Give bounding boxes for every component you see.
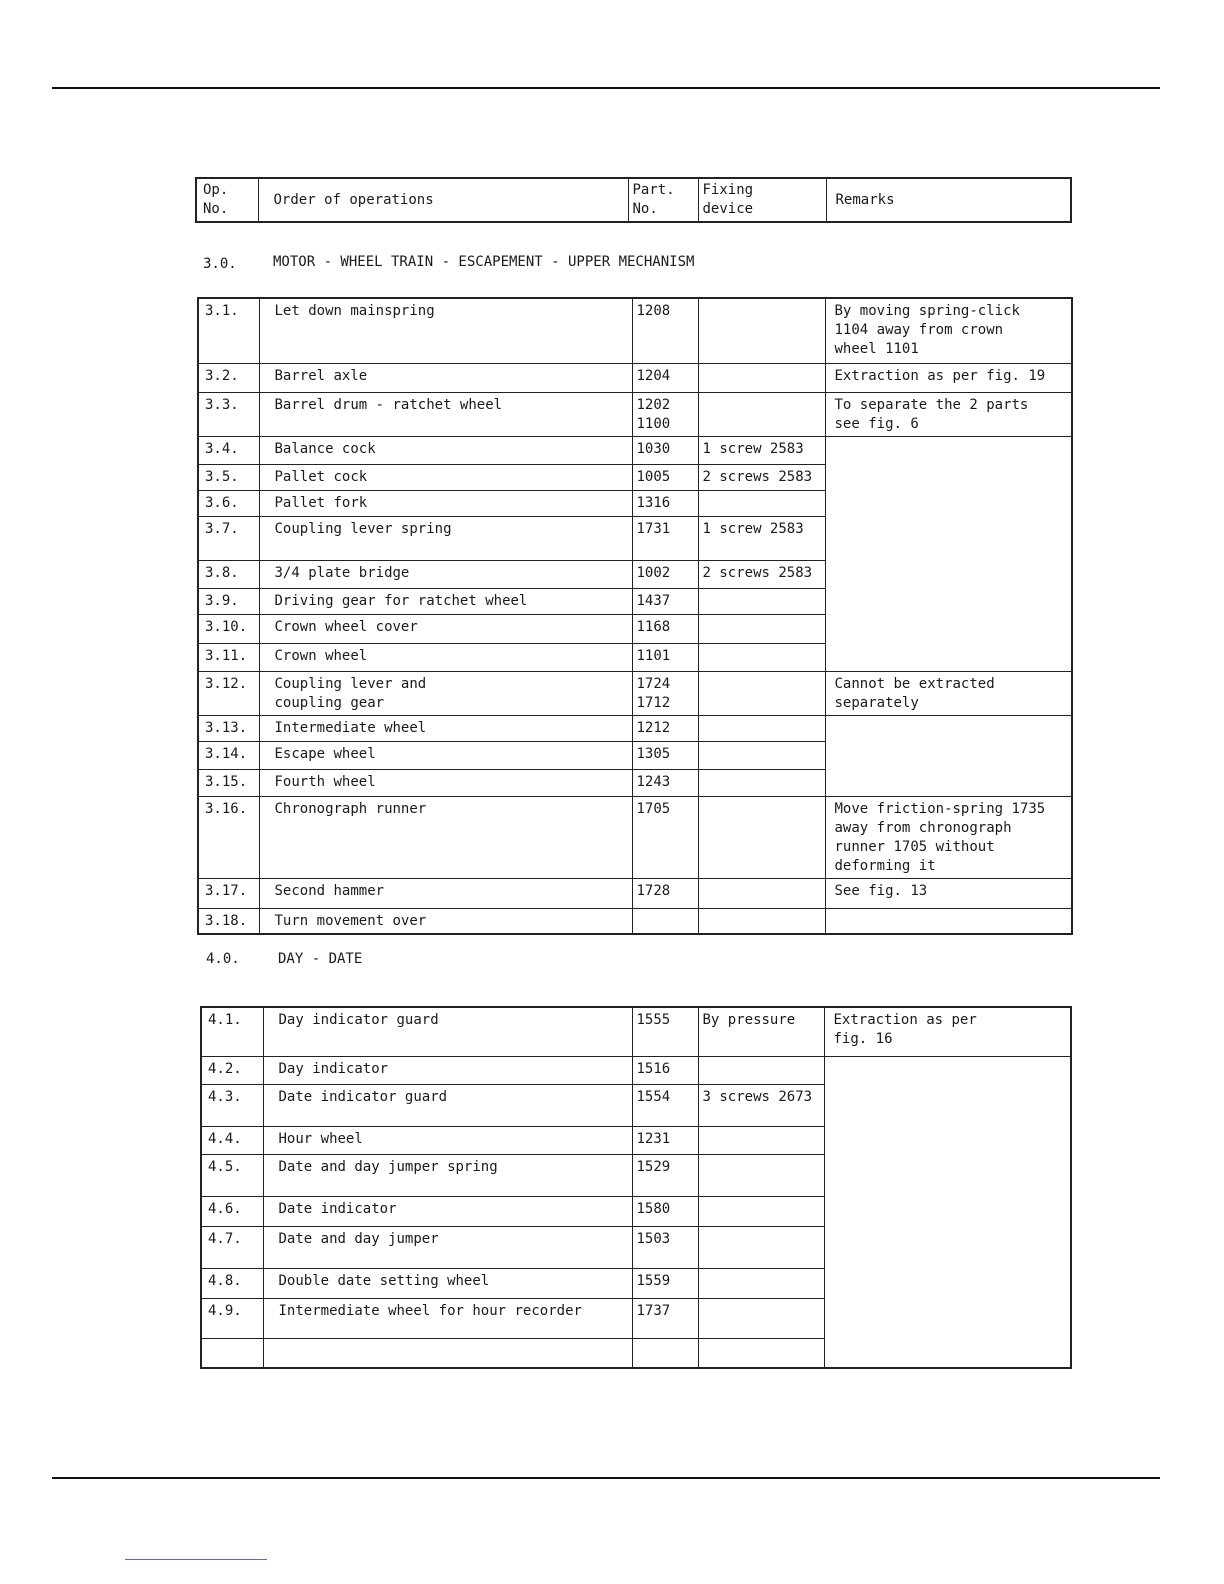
part-number-cell <box>632 1338 698 1368</box>
fixing-device-cell: 2 screws 2583 <box>698 464 825 490</box>
fixing-device-cell <box>698 1298 824 1338</box>
fixing-device-cell <box>698 614 825 643</box>
op-number-cell: 4.2. <box>201 1056 263 1084</box>
fixing-device-cell: 3 screws 2673 <box>698 1084 824 1126</box>
op-number-cell: 4.8. <box>201 1268 263 1298</box>
op-number-cell: 3.9. <box>198 588 259 614</box>
op-number-cell: 3.8. <box>198 560 259 588</box>
section-4-number: 4.0. <box>206 951 240 967</box>
fixing-device-cell: 2 screws 2583 <box>698 560 825 588</box>
operation-cell: Chronograph runner <box>259 796 632 878</box>
op-number-cell: 3.16. <box>198 796 259 878</box>
part-number-cell: 1503 <box>632 1226 698 1268</box>
part-number-cell: 1731 <box>632 516 698 560</box>
top-rule <box>52 87 1160 89</box>
header-order-of-operations: Order of operations <box>258 178 628 222</box>
header-remarks: Remarks <box>826 178 1071 222</box>
fixing-device-cell <box>698 588 825 614</box>
op-number-cell: 3.17. <box>198 878 259 908</box>
part-number-cell: 1737 <box>632 1298 698 1338</box>
op-number-cell: 4.5. <box>201 1154 263 1196</box>
op-number-cell: 3.15. <box>198 769 259 796</box>
fixing-device-cell <box>698 490 825 516</box>
part-number-cell: 1231 <box>632 1126 698 1154</box>
part-number-cell: 1208 <box>632 298 698 363</box>
section-3-title: MOTOR - WHEEL TRAIN - ESCAPEMENT - UPPER MECHANISM <box>273 254 695 270</box>
part-number-cell: 1529 <box>632 1154 698 1196</box>
fixing-device-cell <box>698 363 825 392</box>
fixing-device-cell <box>698 1196 824 1226</box>
column-header-table <box>195 177 1072 223</box>
part-number-cell: 1204 <box>632 363 698 392</box>
fixing-device-cell <box>698 392 825 436</box>
operation-cell: Turn movement over <box>259 908 632 934</box>
op-number-cell: 3.4. <box>198 436 259 464</box>
operation-cell: Day indicator <box>263 1056 632 1084</box>
operation-cell: Let down mainspring <box>259 298 632 363</box>
remarks-cell <box>824 1056 1071 1368</box>
table-row <box>198 715 1072 741</box>
operation-cell: Pallet fork <box>259 490 632 516</box>
bottom-rule <box>52 1477 1160 1479</box>
part-number-cell: 1705 <box>632 796 698 878</box>
part-number-cell: 1002 <box>632 560 698 588</box>
fixing-device-cell: 1 screw 2583 <box>698 516 825 560</box>
operation-cell: Pallet cock <box>259 464 632 490</box>
operation-cell: Double date setting wheel <box>263 1268 632 1298</box>
op-number-cell: 3.14. <box>198 741 259 769</box>
header-part-no: Part. No. <box>628 178 698 222</box>
op-number-cell: 3.12. <box>198 671 259 715</box>
fixing-device-cell <box>698 878 825 908</box>
table-row <box>198 671 1072 715</box>
part-number-cell: 1005 <box>632 464 698 490</box>
part-number-cell: 1580 <box>632 1196 698 1226</box>
part-number-cell: 1555 <box>632 1007 698 1056</box>
fixing-device-cell <box>698 1126 824 1154</box>
part-number-cell: 1101 <box>632 643 698 671</box>
remarks-cell: To separate the 2 parts see fig. 6 <box>825 392 1072 436</box>
remarks-cell <box>825 908 1072 934</box>
fixing-device-cell <box>698 908 825 934</box>
operation-cell: Hour wheel <box>263 1126 632 1154</box>
fixing-device-cell <box>698 298 825 363</box>
part-number-cell: 1437 <box>632 588 698 614</box>
part-number-cell: 1724 1712 <box>632 671 698 715</box>
operation-cell: Date and day jumper spring <box>263 1154 632 1196</box>
footer-underline <box>125 1559 267 1560</box>
operation-cell: Crown wheel <box>259 643 632 671</box>
fixing-device-cell <box>698 769 825 796</box>
op-number-cell: 3.11. <box>198 643 259 671</box>
operation-cell: Driving gear for ratchet wheel <box>259 588 632 614</box>
table-row <box>198 392 1072 436</box>
section-4-title: DAY - DATE <box>278 951 363 967</box>
remarks-cell: Extraction as per fig. 19 <box>825 363 1072 392</box>
operation-cell: Date and day jumper <box>263 1226 632 1268</box>
fixing-device-cell <box>698 796 825 878</box>
remarks-cell: Extraction as per fig. 16 <box>824 1007 1071 1056</box>
operation-cell: Date indicator <box>263 1196 632 1226</box>
operation-cell: Barrel drum - ratchet wheel <box>259 392 632 436</box>
part-number-cell: 1202 1100 <box>632 392 698 436</box>
part-number-cell <box>632 908 698 934</box>
section-4-table <box>200 1006 1072 1369</box>
remarks-cell <box>825 715 1072 796</box>
operation-cell: Date indicator guard <box>263 1084 632 1126</box>
operation-cell: Day indicator guard <box>263 1007 632 1056</box>
fixing-device-cell <box>698 715 825 741</box>
remarks-cell: See fig. 13 <box>825 878 1072 908</box>
op-number-cell: 4.6. <box>201 1196 263 1226</box>
part-number-cell: 1243 <box>632 769 698 796</box>
operation-cell: Intermediate wheel for hour recorder <box>263 1298 632 1338</box>
table-row <box>198 796 1072 878</box>
op-number-cell: 4.4. <box>201 1126 263 1154</box>
table-row <box>198 298 1072 363</box>
fixing-device-cell: 1 screw 2583 <box>698 436 825 464</box>
op-number-cell: 3.18. <box>198 908 259 934</box>
section-3-number: 3.0. <box>203 256 237 272</box>
part-number-cell: 1030 <box>632 436 698 464</box>
part-number-cell: 1305 <box>632 741 698 769</box>
op-number-cell: 3.2. <box>198 363 259 392</box>
op-number-cell: 4.9. <box>201 1298 263 1338</box>
part-number-cell: 1168 <box>632 614 698 643</box>
remarks-cell: By moving spring-click 1104 away from crown wheel 1101 <box>825 298 1072 363</box>
remarks-cell <box>825 436 1072 671</box>
operation-cell: Coupling lever and coupling gear <box>259 671 632 715</box>
header-op-no: Op. No. <box>196 178 258 222</box>
fixing-device-cell <box>698 741 825 769</box>
operation-cell: Fourth wheel <box>259 769 632 796</box>
operation-cell: Crown wheel cover <box>259 614 632 643</box>
part-number-cell: 1516 <box>632 1056 698 1084</box>
op-number-cell: 3.6. <box>198 490 259 516</box>
fixing-device-cell <box>698 1056 824 1084</box>
fixing-device-cell <box>698 1226 824 1268</box>
part-number-cell: 1212 <box>632 715 698 741</box>
operation-cell: Barrel axle <box>259 363 632 392</box>
operation-cell: Escape wheel <box>259 741 632 769</box>
op-number-cell: 3.10. <box>198 614 259 643</box>
section-3-table <box>197 297 1073 935</box>
op-number-cell: 3.5. <box>198 464 259 490</box>
table-row <box>198 878 1072 908</box>
operation-cell: Second hammer <box>259 878 632 908</box>
operation-cell: Intermediate wheel <box>259 715 632 741</box>
fixing-device-cell <box>698 671 825 715</box>
remarks-cell: Move friction-spring 1735 away from chronograph runner 1705 without deforming it <box>825 796 1072 878</box>
operation-cell <box>263 1338 632 1368</box>
part-number-cell: 1728 <box>632 878 698 908</box>
fixing-device-cell: By pressure <box>698 1007 824 1056</box>
fixing-device-cell <box>698 1338 824 1368</box>
op-number-cell: 3.3. <box>198 392 259 436</box>
header-fixing-device: Fixing device <box>698 178 826 222</box>
part-number-cell: 1554 <box>632 1084 698 1126</box>
table-row <box>198 436 1072 464</box>
operation-cell: Balance cock <box>259 436 632 464</box>
op-number-cell: 3.1. <box>198 298 259 363</box>
part-number-cell: 1316 <box>632 490 698 516</box>
op-number-cell: 4.3. <box>201 1084 263 1126</box>
fixing-device-cell <box>698 1154 824 1196</box>
op-number-cell: 3.7. <box>198 516 259 560</box>
table-row <box>198 908 1072 934</box>
remarks-cell: Cannot be extracted separately <box>825 671 1072 715</box>
op-number-cell <box>201 1338 263 1368</box>
table-row <box>201 1056 1071 1084</box>
part-number-cell: 1559 <box>632 1268 698 1298</box>
fixing-device-cell <box>698 643 825 671</box>
table-row <box>201 1007 1071 1056</box>
op-number-cell: 4.7. <box>201 1226 263 1268</box>
table-row <box>198 363 1072 392</box>
op-number-cell: 4.1. <box>201 1007 263 1056</box>
op-number-cell: 3.13. <box>198 715 259 741</box>
fixing-device-cell <box>698 1268 824 1298</box>
operation-cell: Coupling lever spring <box>259 516 632 560</box>
operation-cell: 3/4 plate bridge <box>259 560 632 588</box>
